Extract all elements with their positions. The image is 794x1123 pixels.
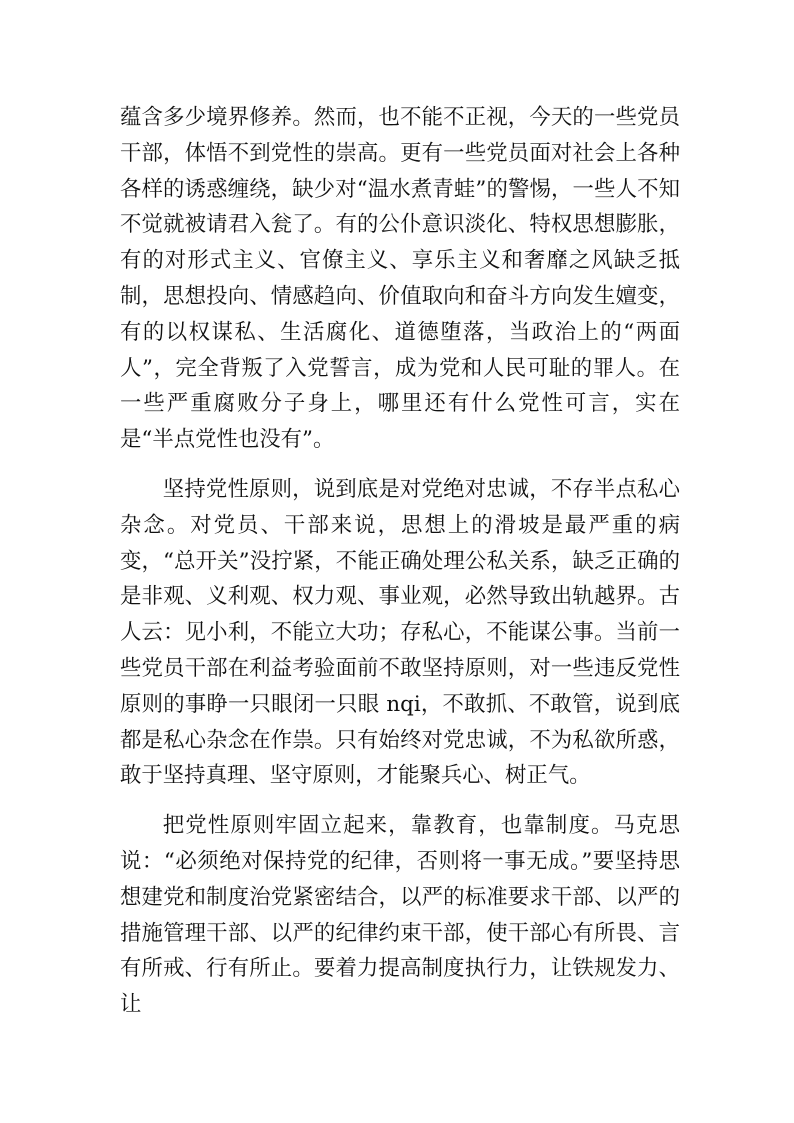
- paragraph-party-loyalty: 坚持党性原则，说到底是对党绝对忠诚，不存半点私心杂念。对党员、干部来说，思想上的滑坡是最严重的病变，“总开关”没拧紧，不能正确处理公私关系，缺乏正确的是非观、义利观、权力观、事业观，必然导致出轨越界。古人云：见小利，不能立大功；存私心，不能谋公事。当前一些党员干部在利益考验面前不敢坚持原则，对一些违反党性原则的事睁一只眼闭一只眼 nqi，不敢抓、不敢管，说到底都是私心杂念在作祟。只有始终对党忠诚，不为私欲所惑，敢于坚持真理、坚守原则，才能聚兵心、树正气。: [120, 476, 680, 789]
- paragraph-continuation: 蕴含多少境界修养。然而，也不能不正视，今天的一些党员干部，体悟不到党性的崇高。更有一些党员面对社会上各种各样的诱惑缠绕，缺少对“温水煮青蛙”的警惕，一些人不知不觉就被请君入瓮了。有的公仆意识淡化、特权思想膨胀，有的对形式主义、官僚主义、享乐主义和奢靡之风缺乏抵制，思想投向、情感趋向、价值取向和奋斗方向发生嬗变，有的以权谋私、生活腐化、道德堕落，当政治上的“两面人”，完全背叛了入党誓言，成为党和人民可耻的罪人。在一些严重腐败分子身上，哪里还有什么党性可言，实在是“半点党性也没有”。: [120, 105, 680, 453]
- document-body: [120, 100, 680, 1023]
- paragraph-discipline-system: 把党性原则牢固立起来，靠教育，也靠制度。马克思说：“必须绝对保持党的纪律，否则将一事无成。”要坚持思想建党和制度治党紧密结合，以严的标准要求干部、以严的措施管理干部、以严的纪律约束干部，使干部心有所畏、言有所戒、行有所止。要着力提高制度执行力，让铁规发力、让: [120, 813, 680, 1018]
